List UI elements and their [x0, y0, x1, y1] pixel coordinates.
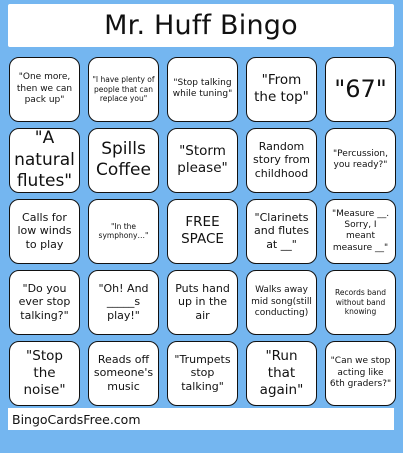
bingo-cell[interactable] [88, 270, 159, 335]
bingo-cell[interactable] [88, 341, 159, 406]
bingo-cell-text: "Run that again" [259, 347, 304, 398]
bingo-cell-text: "Trumpets stop talking" [174, 352, 231, 394]
bingo-cell-text: "67" [334, 75, 387, 104]
bingo-cell[interactable] [246, 341, 317, 406]
bingo-cell-text: "From the top" [254, 72, 309, 106]
card-title: Mr. Huff Bingo [104, 10, 298, 41]
free-space-cell[interactable] [167, 199, 238, 264]
bingo-cell-text: Calls for low winds to play [17, 210, 72, 252]
title-banner [8, 4, 394, 47]
bingo-cell-text: "Oh! And _____s play!" [98, 281, 149, 323]
bingo-cell[interactable] [9, 270, 80, 335]
bingo-cell-text: "Do you ever stop talking?" [18, 281, 71, 323]
bingo-cell-text: "One more, then we can pack up" [16, 72, 73, 105]
bingo-cell-text: Random story from childhood [253, 139, 310, 181]
bingo-cell[interactable] [246, 128, 317, 193]
bingo-cell-text: "Can we stop acting like 6th graders?" [329, 356, 392, 389]
bingo-grid [9, 57, 396, 406]
bingo-cell[interactable] [325, 270, 396, 335]
bingo-cell[interactable] [88, 57, 159, 122]
bingo-cell[interactable] [9, 199, 80, 264]
bingo-cell[interactable] [167, 128, 238, 193]
bingo-cell[interactable] [167, 57, 238, 122]
bingo-cell[interactable] [325, 57, 396, 122]
bingo-cell-text: "I have plenty of people that can replace you" [92, 75, 155, 103]
bingo-cell-text: "Measure __. Sorry, I meant measure __" [331, 208, 390, 253]
bingo-cell-text: Reads off someone's music [93, 352, 154, 394]
bingo-cell[interactable] [167, 341, 238, 406]
bingo-cell-text: "Percussion, you ready?" [333, 149, 388, 171]
footer-banner [8, 408, 394, 430]
bingo-cell[interactable] [9, 341, 80, 406]
bingo-cell[interactable] [9, 57, 80, 122]
bingo-cell-text: "Stop talking while tuning" [172, 78, 233, 100]
bingo-cell-text: Spills Coffee [96, 139, 151, 181]
bingo-cell-text: "Storm please" [177, 143, 228, 177]
bingo-cell-text: "A natural flutes" [14, 128, 75, 191]
site-credit: BingoCardsFree.com [12, 411, 141, 427]
bingo-cell-text: "Stop the noise" [23, 347, 66, 398]
bingo-cell-text: Puts hand up in the air [175, 281, 230, 323]
bingo-cell[interactable] [88, 128, 159, 193]
bingo-cell[interactable] [246, 270, 317, 335]
bingo-cell[interactable] [325, 199, 396, 264]
bingo-cell[interactable] [246, 57, 317, 122]
bingo-cell[interactable] [325, 341, 396, 406]
bingo-cell-text: FREE SPACE [181, 214, 224, 248]
bingo-cell[interactable] [9, 128, 80, 193]
bingo-cell-text: "In the symphony…" [98, 221, 149, 241]
bingo-cell[interactable] [325, 128, 396, 193]
bingo-cell-text: "Clarinets and flutes at __" [254, 210, 309, 252]
bingo-cell[interactable] [167, 270, 238, 335]
bingo-cell[interactable] [88, 199, 159, 264]
bingo-cell-text: Records band without band knowing [334, 288, 387, 316]
bingo-cell[interactable] [246, 199, 317, 264]
bingo-cell-text: Walks away mid song(still conducting) [251, 285, 312, 318]
